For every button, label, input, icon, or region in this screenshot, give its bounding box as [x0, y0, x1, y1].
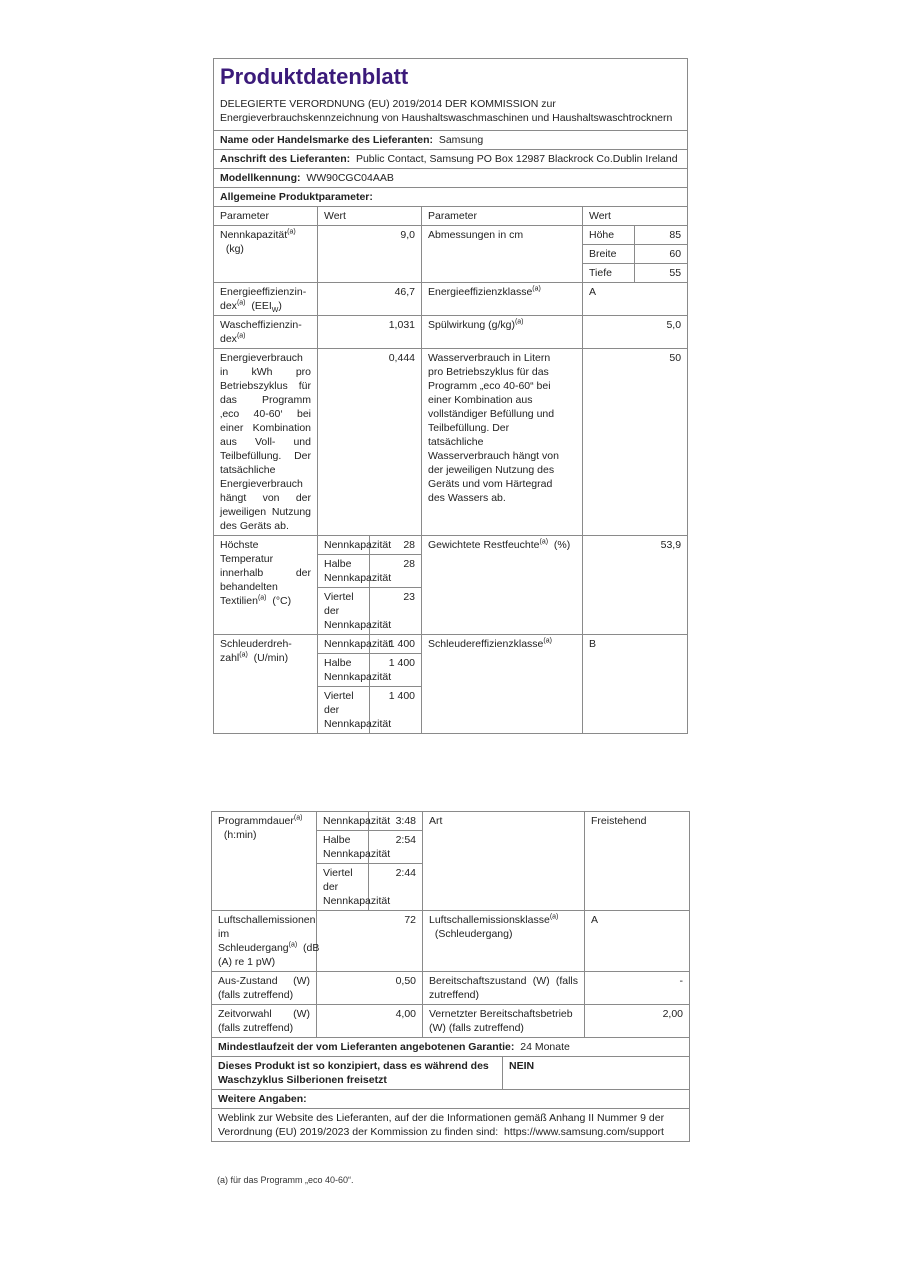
warranty-row: Mindestlaufzeit der vom Lieferanten angebotenen Garantie: 24 Monate	[212, 1038, 690, 1057]
temp-full-label: Nennkapazität	[318, 536, 370, 555]
width-label: Breite	[583, 245, 635, 264]
spin-full-value: 1 400	[370, 635, 422, 654]
wash-eff-value: 1,031	[318, 316, 422, 349]
moisture-label: Gewichtete Restfeuchte$^{(a)}$ (%)	[422, 536, 583, 635]
weblink-url[interactable]: https://www.samsung.com/support	[504, 1126, 664, 1138]
supplier-name-row: Name oder Handelsmarke des Lieferanten: Samsung	[214, 131, 688, 150]
model-row: Modellkennung: WW90CGC04AAB	[214, 169, 688, 188]
height-label: Höhe	[583, 226, 635, 245]
spin-class-value: B	[583, 635, 688, 734]
spin-label: Schleuderdreh- zahl$^{(a)}$ (U/min)	[214, 635, 318, 734]
duration-label: Programmdauer$^{(a)}$ (h:min)	[212, 812, 317, 911]
eei-value: 46,7	[318, 283, 422, 316]
width-value: 60	[635, 245, 688, 264]
temp-full-value: 28	[370, 536, 422, 555]
delay-label: Zeitvorwahl (W) (falls zutreffend)	[212, 1005, 317, 1038]
header-cell	[214, 59, 688, 131]
duration-half-value: 2:54	[369, 831, 423, 864]
silver-ions-label: Dieses Produkt ist so konzipiert, dass es während des Waschzyklus Silberionen freisetzt	[212, 1057, 503, 1090]
supplier-name: Samsung	[438, 134, 484, 146]
col-header-param-2: Parameter	[422, 207, 583, 226]
max-temp-label: Höchste Temperatur innerhalb der behandelten Textilien$^{(a)}$ (°C)	[214, 536, 318, 635]
temp-quarter-value: 23	[370, 588, 422, 635]
col-header-param: Parameter	[214, 207, 318, 226]
noise-class-label: Luftschallemissionsklasse$^{(a)}$ (Schleudergang)	[423, 911, 585, 972]
type-value: Freistehend	[585, 812, 690, 911]
duration-full-label: Nennkapazität	[317, 812, 369, 831]
spin-quarter-value: 1 400	[370, 687, 422, 734]
temp-half-label: Halbe Nennkapazität	[318, 555, 370, 588]
off-label: Aus-Zustand (W) (falls zutreffend)	[212, 972, 317, 1005]
energy-consumption-label: Energieverbrauch in kWh pro Betriebszyklus für das Programm ‚eco 40-60‘ bei einer Kombination aus Voll- und Teilbefüllung. Der tatsächliche Energieverbrauch hängt von der jeweiligen Nutzung des Geräts ab.	[214, 349, 318, 536]
standby-label: Bereitschaftszustand (W) (falls zutreffend)	[423, 972, 585, 1005]
spin-full-label: Nennkapazität	[318, 635, 370, 654]
capacity-label: Nennkapazität$^{(a)}$ (kg)	[214, 226, 318, 283]
eei-label: Energieeffizienzin- dex$^{(a)}$ $(EEI_W)$	[214, 283, 318, 316]
col-header-value-2: Wert	[583, 207, 688, 226]
duration-full-value: 3:48	[369, 812, 423, 831]
datasheet-page2	[211, 811, 689, 1142]
noise-value: 72	[317, 911, 423, 972]
datasheet-table	[213, 58, 688, 734]
silver-ions-value: NEIN	[503, 1057, 690, 1090]
duration-quarter-value: 2:44	[369, 864, 423, 911]
further-info-heading: Weitere Angaben:	[212, 1090, 690, 1109]
wash-eff-label: Wascheffizienzin- dex$^{(a)}$	[214, 316, 318, 349]
capacity-value: 9,0	[318, 226, 422, 283]
datasheet-table-2	[211, 811, 690, 1142]
height-value: 85	[635, 226, 688, 245]
spin-half-value: 1 400	[370, 654, 422, 687]
networked-label: Vernetzter Bereitschaftsbetrieb (W) (falls zutreffend)	[423, 1005, 585, 1038]
water-consumption-label: Wasserverbrauch in Litern pro Betriebszyklus für das Programm „eco 40-60“ bei einer Kombination aus vollständiger Befüllung und Teilbefüllung. Der tatsächliche Wasserverbrauch hängt von der jeweiligen Nutzung des Geräts und vom Härtegrad des Wassers ab.	[422, 349, 583, 536]
general-params-heading: Allgemeine Produktparameter:	[214, 188, 688, 207]
energy-class-label: Energieeffizienzklasse$^{(a)}$	[422, 283, 583, 316]
standby-value: -	[585, 972, 690, 1005]
spin-half-label: Halbe Nennkapazität	[318, 654, 370, 687]
depth-label: Tiefe	[583, 264, 635, 283]
regulation-text: DELEGIERTE VERORDNUNG (EU) 2019/2014 DER KOMMISSION zur Energieverbrauchskennzeichnung von Haushaltswaschmaschinen und Haushaltswaschtrocknern	[220, 98, 673, 124]
datasheet-page1	[213, 58, 687, 734]
model-id: WW90CGC04AAB	[306, 172, 394, 184]
rinse-label: Spülwirkung $(g/kg)^{(a)}$	[422, 316, 583, 349]
moisture-value: 53,9	[583, 536, 688, 635]
supplier-address: Public Contact, Samsung PO Box 12987 Blackrock Co.Dublin Ireland	[355, 153, 678, 165]
page-title: Produktdatenblatt	[220, 64, 409, 89]
energy-class-value: A	[583, 283, 688, 316]
footnote: (a) für das Programm „eco 40-60“.	[217, 1175, 354, 1185]
warranty-value: 24 Monate	[520, 1041, 570, 1053]
depth-value: 55	[635, 264, 688, 283]
col-header-value: Wert	[318, 207, 422, 226]
off-value: 0,50	[317, 972, 423, 1005]
duration-quarter-label: Viertel der Nennkapazität	[317, 864, 369, 911]
noise-label: Luftschallemissionen im Schleudergang$^{(a)}$ (dB (A) re 1 pW)	[212, 911, 317, 972]
type-label: Art	[423, 812, 585, 911]
duration-half-label: Halbe Nennkapazität	[317, 831, 369, 864]
spin-quarter-label: Viertel der Nennkapazität	[318, 687, 370, 734]
temp-half-value: 28	[370, 555, 422, 588]
delay-value: 4,00	[317, 1005, 423, 1038]
noise-class-value: A	[585, 911, 690, 972]
supplier-address-row: Anschrift des Lieferanten: Public Contact, Samsung PO Box 12987 Blackrock Co.Dublin Ireland	[214, 150, 688, 169]
networked-value: 2,00	[585, 1005, 690, 1038]
weblink-row: Weblink zur Website des Lieferanten, auf der die Informationen gemäß Anhang II Nummer 9 der Verordnung (EU) 2019/2023 der Kommission zu finden sind: https://www.samsung.com/support	[212, 1109, 690, 1142]
energy-consumption-value: 0,444	[318, 349, 422, 536]
water-consumption-value: 50	[583, 349, 688, 536]
rinse-value: 5,0	[583, 316, 688, 349]
dimensions-label: Abmessungen in cm	[422, 226, 583, 283]
temp-quarter-label: Viertel der Nennkapazität	[318, 588, 370, 635]
spin-class-label: Schleudereffizienzklasse$^{(a)}$	[422, 635, 583, 734]
